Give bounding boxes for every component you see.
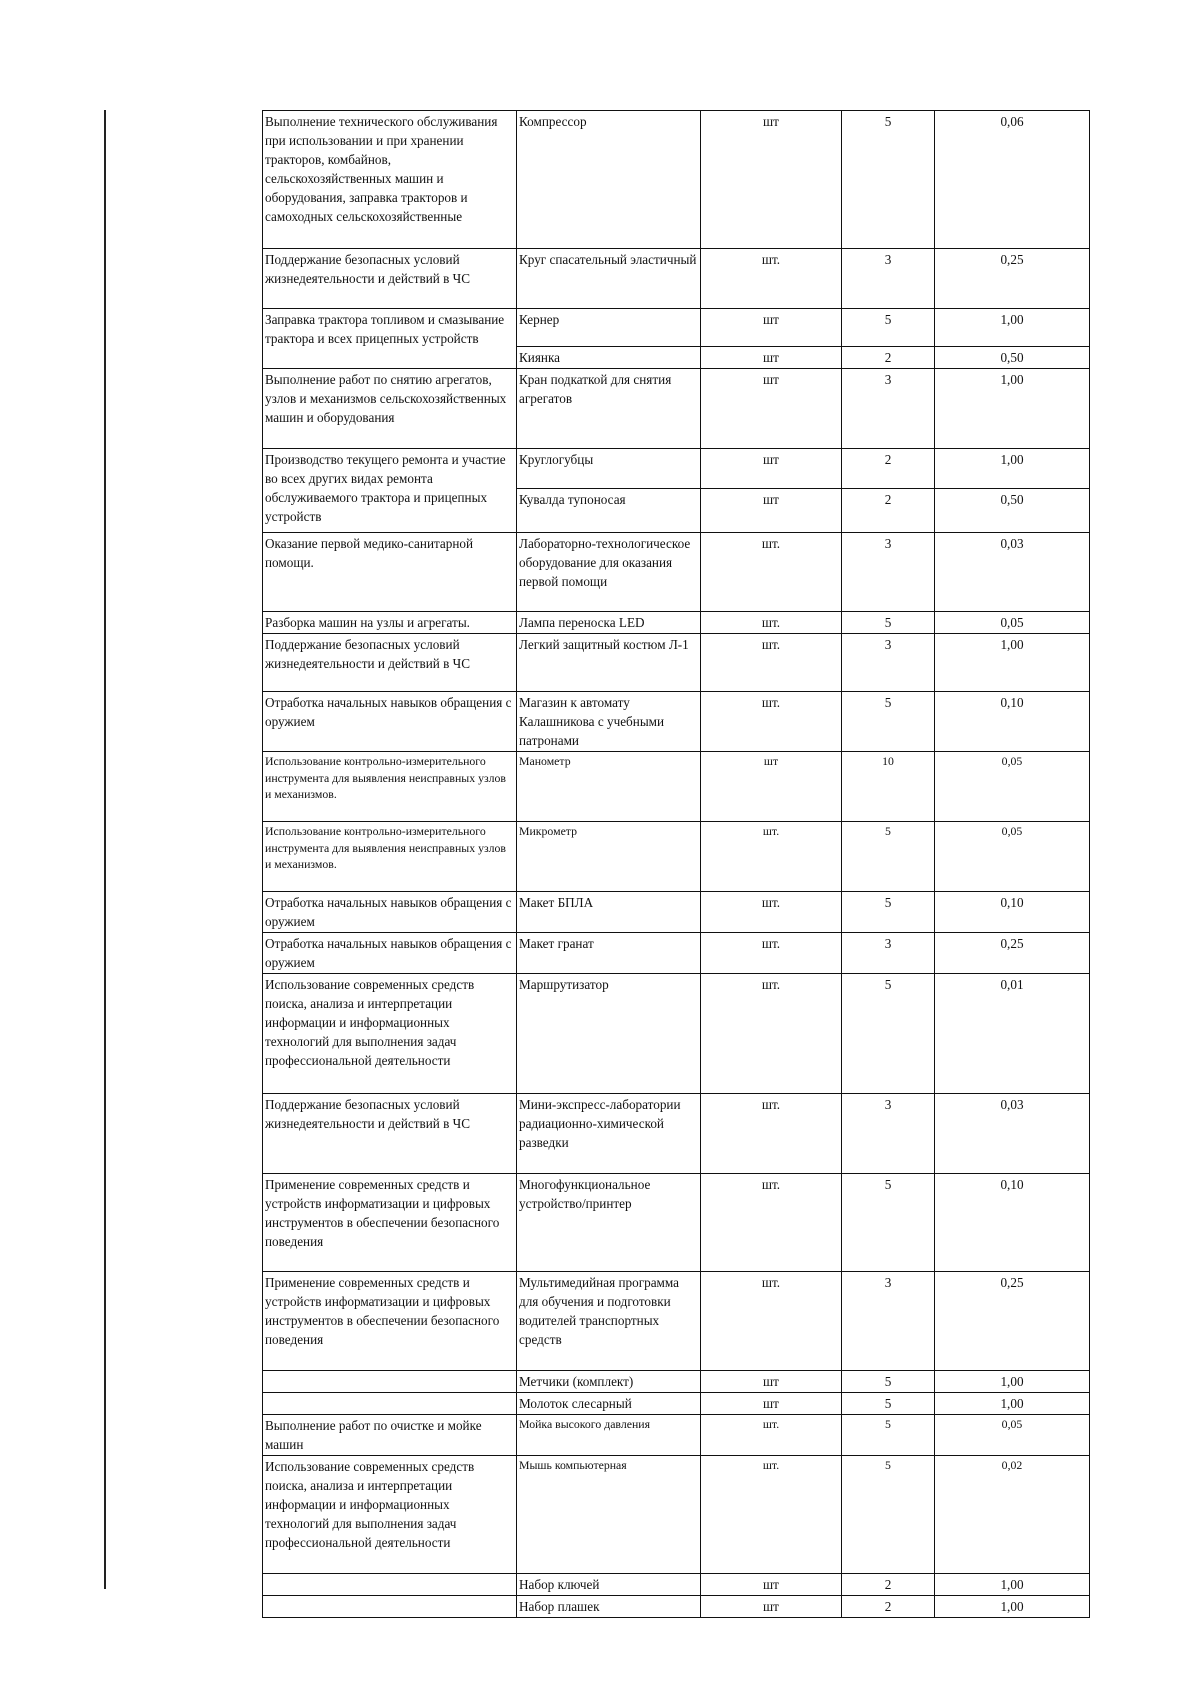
qty-cell: 5 xyxy=(842,1456,935,1574)
coef-cell: 0,05 xyxy=(935,822,1090,892)
activity-cell xyxy=(263,1393,517,1415)
coef-cell: 0,06 xyxy=(935,111,1090,249)
page-margin-line xyxy=(104,110,106,1589)
activity-cell: Разборка машин на узлы и агрегаты. xyxy=(263,612,517,634)
qty-cell: 3 xyxy=(842,369,935,449)
item-cell: Круглогубцы xyxy=(517,449,701,489)
table-row xyxy=(263,752,1090,822)
activity-cell: Поддержание безопасных условий жизнедеятельности и действий в ЧС xyxy=(263,249,517,309)
table-row xyxy=(263,892,1090,933)
unit-cell: шт. xyxy=(701,612,842,634)
item-cell: Киянка xyxy=(517,347,701,369)
unit-cell: шт. xyxy=(701,822,842,892)
qty-cell: 5 xyxy=(842,692,935,752)
activity-cell: Выполнение работ по снятию агрегатов, узлов и механизмов сельскохозяйственных машин и оборудования xyxy=(263,369,517,449)
qty-cell: 3 xyxy=(842,1094,935,1174)
coef-cell: 0,25 xyxy=(935,249,1090,309)
unit-cell: шт. xyxy=(701,1174,842,1272)
table-row xyxy=(263,249,1090,309)
qty-cell: 5 xyxy=(842,1415,935,1456)
qty-cell: 5 xyxy=(842,111,935,249)
unit-cell: шт xyxy=(701,489,842,533)
table-row xyxy=(263,1371,1090,1393)
qty-cell: 3 xyxy=(842,933,935,974)
table-row xyxy=(263,111,1090,249)
unit-cell: шт. xyxy=(701,1415,842,1456)
coef-cell: 0,50 xyxy=(935,489,1090,533)
unit-cell: шт xyxy=(701,1574,842,1596)
coef-cell: 1,00 xyxy=(935,449,1090,489)
item-cell: Многофункциональное устройство/принтер xyxy=(517,1174,701,1272)
item-cell: Компрессор xyxy=(517,111,701,249)
table-row xyxy=(263,1596,1090,1618)
unit-cell: шт xyxy=(701,111,842,249)
table-row xyxy=(263,1415,1090,1456)
qty-cell: 5 xyxy=(842,612,935,634)
activity-cell: Заправка трактора топливом и смазывание трактора и всех прицепных устройств xyxy=(263,309,517,369)
table-row xyxy=(263,449,1090,489)
item-cell: Микрометр xyxy=(517,822,701,892)
item-cell: Легкий защитный костюм Л-1 xyxy=(517,634,701,692)
item-cell: Манометр xyxy=(517,752,701,822)
qty-cell: 3 xyxy=(842,1272,935,1371)
item-cell: Лампа переноска LED xyxy=(517,612,701,634)
qty-cell: 10 xyxy=(842,752,935,822)
qty-cell: 2 xyxy=(842,347,935,369)
coef-cell: 0,50 xyxy=(935,347,1090,369)
qty-cell: 5 xyxy=(842,309,935,347)
activity-cell: Использование современных средств поиска, анализа и интерпретации информации и информационных технологий для выполнения задач профессиональной деятельности xyxy=(263,974,517,1094)
activity-cell: Производство текущего ремонта и участие во всех других видах ремонта обслуживаемого трактора и прицепных устройств xyxy=(263,449,517,533)
qty-cell: 2 xyxy=(842,1596,935,1618)
table-row xyxy=(263,1174,1090,1272)
qty-cell: 5 xyxy=(842,822,935,892)
activity-cell: Использование контрольно-измерительного инструмента для выявления неисправных узлов и механизмов. xyxy=(263,822,517,892)
unit-cell: шт. xyxy=(701,249,842,309)
table-row xyxy=(263,1094,1090,1174)
activity-cell: Выполнение работ по очистке и мойке машин xyxy=(263,1415,517,1456)
qty-cell: 2 xyxy=(842,449,935,489)
item-cell: Мышь компьютерная xyxy=(517,1456,701,1574)
coef-cell: 0,01 xyxy=(935,974,1090,1094)
table-row xyxy=(263,533,1090,612)
qty-cell: 3 xyxy=(842,533,935,612)
table-row xyxy=(263,309,1090,347)
table-row xyxy=(263,692,1090,752)
coef-cell: 0,03 xyxy=(935,533,1090,612)
item-cell: Маршрутизатор xyxy=(517,974,701,1094)
qty-cell: 5 xyxy=(842,1393,935,1415)
qty-cell: 3 xyxy=(842,634,935,692)
coef-cell: 1,00 xyxy=(935,309,1090,347)
unit-cell: шт. xyxy=(701,692,842,752)
item-cell: Круг спасательный эластичный xyxy=(517,249,701,309)
item-cell: Кернер xyxy=(517,309,701,347)
item-cell: Метчики (комплект) xyxy=(517,1371,701,1393)
unit-cell: шт xyxy=(701,309,842,347)
table-row xyxy=(263,1574,1090,1596)
item-cell: Кувалда тупоносая xyxy=(517,489,701,533)
table-row xyxy=(263,612,1090,634)
unit-cell: шт xyxy=(701,369,842,449)
item-cell: Набор ключей xyxy=(517,1574,701,1596)
coef-cell: 1,00 xyxy=(935,1371,1090,1393)
item-cell: Мини-экспресс-лаборатории радиационно-химической разведки xyxy=(517,1094,701,1174)
activity-cell: Использование современных средств поиска, анализа и интерпретации информации и информационных технологий для выполнения задач профессиональной деятельности xyxy=(263,1456,517,1574)
activity-cell: Отработка начальных навыков обращения с оружием xyxy=(263,692,517,752)
qty-cell: 5 xyxy=(842,1371,935,1393)
unit-cell: шт xyxy=(701,1596,842,1618)
item-cell: Кран подкаткой для снятия агрегатов xyxy=(517,369,701,449)
coef-cell: 0,10 xyxy=(935,892,1090,933)
activity-cell: Использование контрольно-измерительного инструмента для выявления неисправных узлов и механизмов. xyxy=(263,752,517,822)
item-cell: Мойка высокого давления xyxy=(517,1415,701,1456)
unit-cell: шт. xyxy=(701,634,842,692)
unit-cell: шт xyxy=(701,449,842,489)
coef-cell: 1,00 xyxy=(935,369,1090,449)
coef-cell: 0,25 xyxy=(935,1272,1090,1371)
coef-cell: 0,05 xyxy=(935,752,1090,822)
qty-cell: 3 xyxy=(842,249,935,309)
activity-cell: Применение современных средств и устройств информатизации и цифровых инструментов в обеспечении безопасного поведения xyxy=(263,1272,517,1371)
qty-cell: 5 xyxy=(842,892,935,933)
activity-cell: Выполнение технического обслуживания при использовании и при хранении тракторов, комбайнов, сельскохозяйственных машин и оборудования, заправка тракторов и самоходных сельскохозяйственные xyxy=(263,111,517,249)
table-row xyxy=(263,634,1090,692)
activity-cell xyxy=(263,1596,517,1618)
table-row xyxy=(263,1456,1090,1574)
qty-cell: 5 xyxy=(842,1174,935,1272)
equipment-table xyxy=(262,110,1090,1618)
coef-cell: 1,00 xyxy=(935,1393,1090,1415)
coef-cell: 0,05 xyxy=(935,612,1090,634)
coef-cell: 0,10 xyxy=(935,692,1090,752)
item-cell: Макет гранат xyxy=(517,933,701,974)
unit-cell: шт. xyxy=(701,1272,842,1371)
table-row xyxy=(263,369,1090,449)
activity-cell xyxy=(263,1371,517,1393)
item-cell: Набор плашек xyxy=(517,1596,701,1618)
table-row xyxy=(263,1393,1090,1415)
coef-cell: 0,10 xyxy=(935,1174,1090,1272)
qty-cell: 5 xyxy=(842,974,935,1094)
coef-cell: 0,25 xyxy=(935,933,1090,974)
unit-cell: шт. xyxy=(701,892,842,933)
coef-cell: 0,05 xyxy=(935,1415,1090,1456)
table-row xyxy=(263,822,1090,892)
qty-cell: 2 xyxy=(842,489,935,533)
unit-cell: шт. xyxy=(701,1456,842,1574)
coef-cell: 1,00 xyxy=(935,634,1090,692)
activity-cell: Поддержание безопасных условий жизнедеятельности и действий в ЧС xyxy=(263,634,517,692)
item-cell: Лабораторно-технологическое оборудование для оказания первой помощи xyxy=(517,533,701,612)
activity-cell: Оказание первой медико-санитарной помощи. xyxy=(263,533,517,612)
activity-cell: Отработка начальных навыков обращения с оружием xyxy=(263,933,517,974)
activity-cell xyxy=(263,1574,517,1596)
unit-cell: шт xyxy=(701,752,842,822)
table-row xyxy=(263,933,1090,974)
table-row xyxy=(263,1272,1090,1371)
coef-cell: 0,03 xyxy=(935,1094,1090,1174)
activity-cell: Применение современных средств и устройств информатизации и цифровых инструментов в обеспечении безопасного поведения xyxy=(263,1174,517,1272)
unit-cell: шт. xyxy=(701,933,842,974)
activity-cell: Поддержание безопасных условий жизнедеятельности и действий в ЧС xyxy=(263,1094,517,1174)
unit-cell: шт. xyxy=(701,533,842,612)
coef-cell: 1,00 xyxy=(935,1596,1090,1618)
item-cell: Мультимедийная программа для обучения и подготовки водителей транспортных средств xyxy=(517,1272,701,1371)
item-cell: Молоток слесарный xyxy=(517,1393,701,1415)
activity-cell: Отработка начальных навыков обращения с оружием xyxy=(263,892,517,933)
qty-cell: 2 xyxy=(842,1574,935,1596)
coef-cell: 0,02 xyxy=(935,1456,1090,1574)
unit-cell: шт xyxy=(701,1371,842,1393)
coef-cell: 1,00 xyxy=(935,1574,1090,1596)
unit-cell: шт xyxy=(701,1393,842,1415)
table-row xyxy=(263,974,1090,1094)
item-cell: Макет БПЛА xyxy=(517,892,701,933)
unit-cell: шт xyxy=(701,347,842,369)
unit-cell: шт. xyxy=(701,974,842,1094)
item-cell: Магазин к автомату Калашникова с учебными патронами xyxy=(517,692,701,752)
unit-cell: шт. xyxy=(701,1094,842,1174)
